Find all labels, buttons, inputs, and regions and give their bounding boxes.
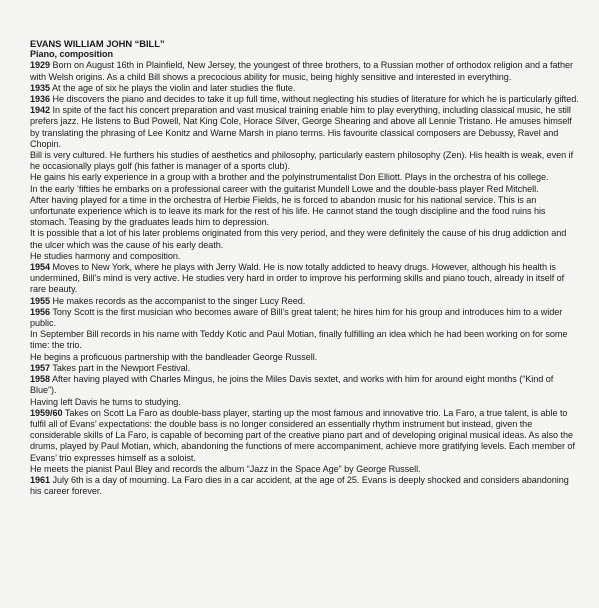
paragraph-text: Bill is very cultured. He furthers his studies of aesthetics and philosophy, particularly eastern philosophy (Zen). His health is weak, even if he occasionally plays golf (his father is manager of a sports club).: [30, 150, 574, 172]
biography-paragraph: [30, 475, 581, 497]
biography-paragraph: [30, 464, 581, 475]
biography-paragraph: [30, 363, 581, 374]
year-label: 1936: [30, 94, 51, 105]
paragraph-text: Having left Davis he turns to studying.: [30, 396, 181, 407]
paragraph-text: After having played for a time in the orchestra of Herbie Fields, he is forced to abandon music for his national service. This is an unfortunate experience which is to leave its mark for the rest of his life. He cannot stand the tough discipline and the food ruins his stomach. Teasing by the graduates leads him to depression.: [30, 194, 546, 228]
paragraph-text: Tony Scott is the first musician who becomes aware of Bill’s great talent; he hires him for his group and introduces him to a wider public.: [30, 306, 563, 329]
paragraph-text: In September Bill records in his name with Teddy Kotic and Paul Motian, finally fulfilling an idea which he had been working on for some time: the trio.: [30, 329, 568, 351]
paragraph-text: In spite of the fact his concert preparation and vast musical training enable him to play everything, including classical music, he still prefers jazz. He listens to Bud Powell, Nat King Cole, Horace Silver, George Shearing and above all Lennie Tristano. He amuses himself by translating the phrasing of Lee Konitz and Warne Marsh in piano terms. His favourite classical composers are Debussy, Ravel and Chopin.: [30, 105, 572, 149]
paragraph-text: He gains his early experience in a group with a brother and the polyinstrumentalist Don Elliott. Plays in the orchestra of his college.: [30, 172, 549, 183]
biography-paragraph: [30, 94, 581, 105]
year-label: 1955: [30, 295, 51, 306]
paragraph-text: It is possible that a lot of his later problems originated from this very period, and they were definitely the cause of his drug addiction and the ulcer which was the cause of his early death.: [30, 228, 567, 250]
biography-paragraph: [30, 262, 581, 296]
biography-paragraph: [30, 251, 581, 262]
paragraph-text: At the age of six he plays the violin and later studies the flute.: [50, 82, 296, 93]
paragraph-text: He makes records as the accompanist to the singer Lucy Reed.: [50, 295, 306, 306]
biography-paragraph: [30, 83, 581, 94]
biography-title: EVANS WILLIAM JOHN “BILL”: [30, 38, 165, 49]
biography-paragraph: [30, 105, 581, 150]
biography-paragraph: [30, 352, 581, 363]
year-label: 1961: [30, 474, 51, 485]
biography-paragraph: [30, 374, 581, 396]
biography-body: [30, 60, 581, 497]
year-label: 1935: [30, 82, 51, 93]
year-label: 1954: [30, 262, 51, 273]
paragraph-text: Moves to New York, where he plays with Jerry Wald. He is now totally addicted to heavy drugs. However, although his health is undermined, Bill’s mind is very active. He studies very hard in order to improve his performing skills and piano touch, already in itself of rare beauty.: [30, 262, 565, 295]
year-label: 1958: [30, 374, 51, 385]
biography-paragraph: [30, 172, 581, 183]
biography-paragraph: [30, 195, 581, 229]
paragraph-text: He begins a proficuous partnership with the bandleader George Russell.: [30, 351, 318, 362]
paragraph-text: July 6th is a day of mourning. La Faro dies in a car accident, at the age of 25. Evans is deeply shocked and considers abandoning his career forever.: [30, 474, 569, 497]
biography-paragraph: [30, 184, 581, 195]
year-label: 1957: [30, 362, 51, 373]
year-label: 1942: [30, 105, 51, 116]
biography-paragraph: [30, 228, 581, 250]
biography-paragraph: [30, 408, 581, 464]
biography-paragraph: [30, 397, 581, 408]
paragraph-text: Born on August 16th in Plainfield, New Jersey, the youngest of three brothers, to a Russian mother of orthodox religion and a father with Welsh origins. As a child Bill shows a precocious ability for music, being highly sensitive and interested in everything.: [30, 60, 573, 82]
biography-paragraph: [30, 329, 581, 351]
biography-subtitle: Piano, composition: [30, 49, 113, 60]
paragraph-text: Takes part in the Newport Festival.: [50, 362, 191, 373]
paragraph-text: He discovers the piano and decides to take it up full time, without neglecting his studies of literature for which he is particularly gifted.: [50, 94, 579, 105]
biography-paragraph: [30, 150, 581, 172]
year-label: 1959/60: [30, 407, 63, 418]
biography-paragraph: [30, 307, 581, 329]
paragraph-text: After having played with Charles Mingus, he joins the Miles Davis sextet, and works with him for around eight months (“Kind of Blue”).: [30, 374, 554, 396]
year-label: 1956: [30, 306, 51, 317]
biography-paragraph: [30, 296, 581, 307]
paragraph-text: In the early ’fifties he embarks on a professional career with the guitarist Mundell Lowe and the double-bass player Red Mitchell.: [30, 183, 539, 194]
year-label: 1929: [30, 60, 51, 71]
paragraph-text: He studies harmony and composition.: [30, 250, 181, 261]
paragraph-text: He meets the pianist Paul Bley and records the album “Jazz in the Space Age” by George Russell.: [30, 463, 421, 474]
paragraph-text: Takes on Scott La Faro as double-bass player, starting up the most famous and innovative trio. La Faro, a true talent, is able to fulfil all of Evans’ expectations: the double bass is no longer considered an essentially rhythm instrument but instead, given the considerable skills of La Faro, is capable of becoming part of the creative piano part and of developing original musical ideas. As also the drums, played by Paul Motian, which, abandoning the functions of mere accompaniment, achieve more gratifying levels. Each member of Evans’ trio expresses himself as a soloist.: [30, 407, 575, 463]
biography-paragraph: [30, 60, 581, 82]
